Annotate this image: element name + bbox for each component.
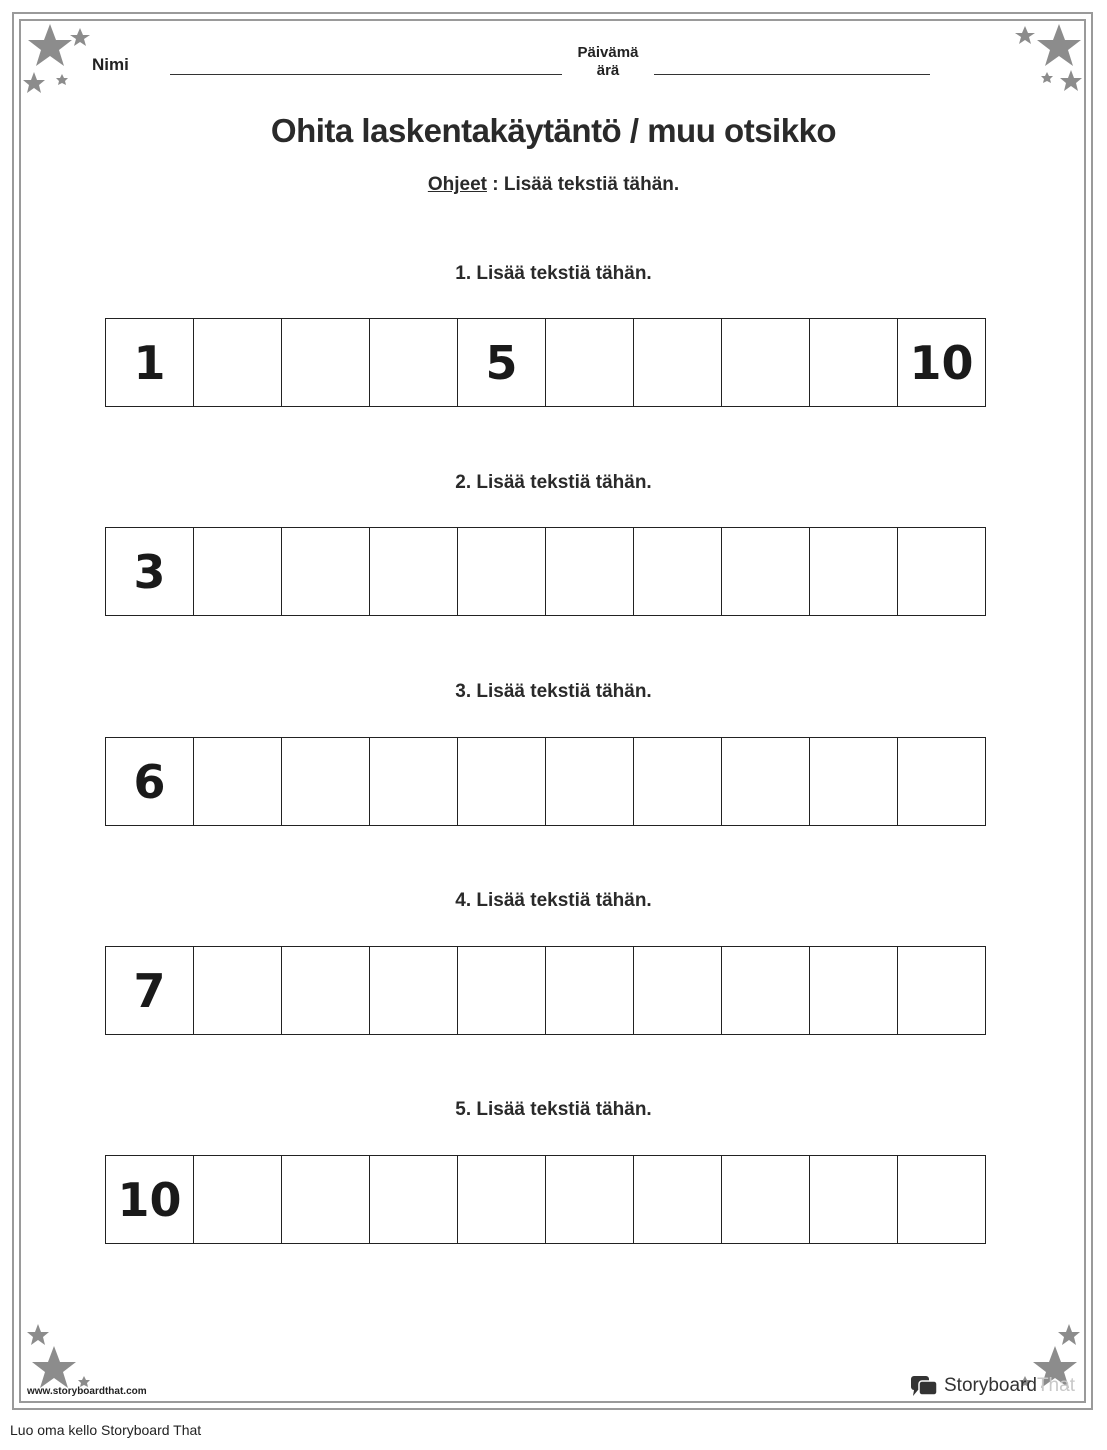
date-label-line2: ärä xyxy=(596,62,620,79)
number-cell[interactable] xyxy=(634,528,722,615)
date-label xyxy=(566,44,650,80)
date-label-line1: Päivämä xyxy=(577,44,639,61)
number-cell[interactable] xyxy=(282,528,370,615)
question-label: 1. Lisää tekstiä tähän. xyxy=(455,263,652,284)
number-cell[interactable] xyxy=(458,738,546,825)
number-cell[interactable] xyxy=(546,528,634,615)
number-cell[interactable] xyxy=(370,738,458,825)
brand-name xyxy=(944,1375,1075,1397)
instructions-label: Ohjeet xyxy=(427,174,487,195)
number-row xyxy=(105,737,986,826)
number-cell[interactable] xyxy=(194,947,282,1034)
page-title: Ohita laskentakäytäntö / muu otsikko xyxy=(270,112,837,149)
number-cell[interactable] xyxy=(810,319,898,406)
question-label: 2. Lisää tekstiä tähän. xyxy=(455,472,652,493)
number-cell[interactable]: 10 xyxy=(106,1156,194,1243)
number-row xyxy=(105,318,986,407)
number-cell[interactable] xyxy=(370,528,458,615)
date-field-line[interactable] xyxy=(654,74,930,75)
number-row xyxy=(105,1155,986,1244)
number-cell[interactable]: 1 xyxy=(106,319,194,406)
number-row xyxy=(105,527,986,616)
number-row xyxy=(105,946,986,1035)
number-cell[interactable] xyxy=(722,947,810,1034)
question-label: 5. Lisää tekstiä tähän. xyxy=(455,1099,652,1120)
number-cell[interactable] xyxy=(722,738,810,825)
number-cell[interactable] xyxy=(634,319,722,406)
number-cell[interactable] xyxy=(546,319,634,406)
name-field-line[interactable] xyxy=(170,74,562,75)
number-cell[interactable] xyxy=(810,528,898,615)
instructions-text: Lisää tekstiä tähän. xyxy=(503,174,680,195)
star-cluster-icon xyxy=(1007,20,1087,100)
number-cell[interactable] xyxy=(810,1156,898,1243)
number-cell[interactable] xyxy=(634,1156,722,1243)
number-cell[interactable] xyxy=(194,738,282,825)
number-cell[interactable] xyxy=(370,319,458,406)
question-label: 3. Lisää tekstiä tähän. xyxy=(455,681,652,702)
number-cell[interactable] xyxy=(810,738,898,825)
number-cell[interactable] xyxy=(898,738,985,825)
website-url[interactable]: www.storyboardthat.com xyxy=(27,1386,147,1397)
number-cell[interactable] xyxy=(194,319,282,406)
number-cell[interactable] xyxy=(898,528,985,615)
number-cell[interactable] xyxy=(282,947,370,1034)
number-cell[interactable] xyxy=(282,738,370,825)
number-cell[interactable] xyxy=(458,1156,546,1243)
number-cell[interactable]: 7 xyxy=(106,947,194,1034)
number-cell[interactable]: 3 xyxy=(106,528,194,615)
number-cell[interactable] xyxy=(370,947,458,1034)
number-cell[interactable] xyxy=(458,947,546,1034)
number-cell[interactable] xyxy=(546,738,634,825)
number-cell[interactable] xyxy=(634,738,722,825)
number-cell[interactable] xyxy=(634,947,722,1034)
number-cell[interactable] xyxy=(722,1156,810,1243)
name-label: Nimi xyxy=(92,55,129,74)
question-label: 4. Lisää tekstiä tähän. xyxy=(455,890,652,911)
number-cell[interactable] xyxy=(810,947,898,1034)
number-cell[interactable] xyxy=(194,1156,282,1243)
number-cell[interactable]: 6 xyxy=(106,738,194,825)
number-cell[interactable] xyxy=(898,1156,985,1243)
brand-main: Storyboard xyxy=(944,1375,1037,1396)
number-cell[interactable]: 5 xyxy=(458,319,546,406)
number-cell[interactable] xyxy=(546,947,634,1034)
number-cell[interactable] xyxy=(546,1156,634,1243)
page-caption: Luo oma kello Storyboard That xyxy=(10,1422,202,1438)
number-cell[interactable] xyxy=(898,947,985,1034)
number-cell[interactable] xyxy=(282,319,370,406)
number-cell[interactable]: 10 xyxy=(909,335,974,390)
instructions-separator: : xyxy=(492,174,499,195)
number-cell[interactable] xyxy=(194,528,282,615)
storyboard-logo-icon xyxy=(910,1374,938,1398)
number-cell[interactable] xyxy=(370,1156,458,1243)
brand-faded: That xyxy=(1036,1375,1075,1396)
number-cell[interactable] xyxy=(282,1156,370,1243)
star-cluster-icon xyxy=(20,20,100,100)
storyboard-brand[interactable] xyxy=(910,1374,1075,1398)
number-cell[interactable] xyxy=(722,528,810,615)
number-cell[interactable] xyxy=(722,319,810,406)
instructions xyxy=(0,174,1107,196)
number-cell[interactable] xyxy=(458,528,546,615)
